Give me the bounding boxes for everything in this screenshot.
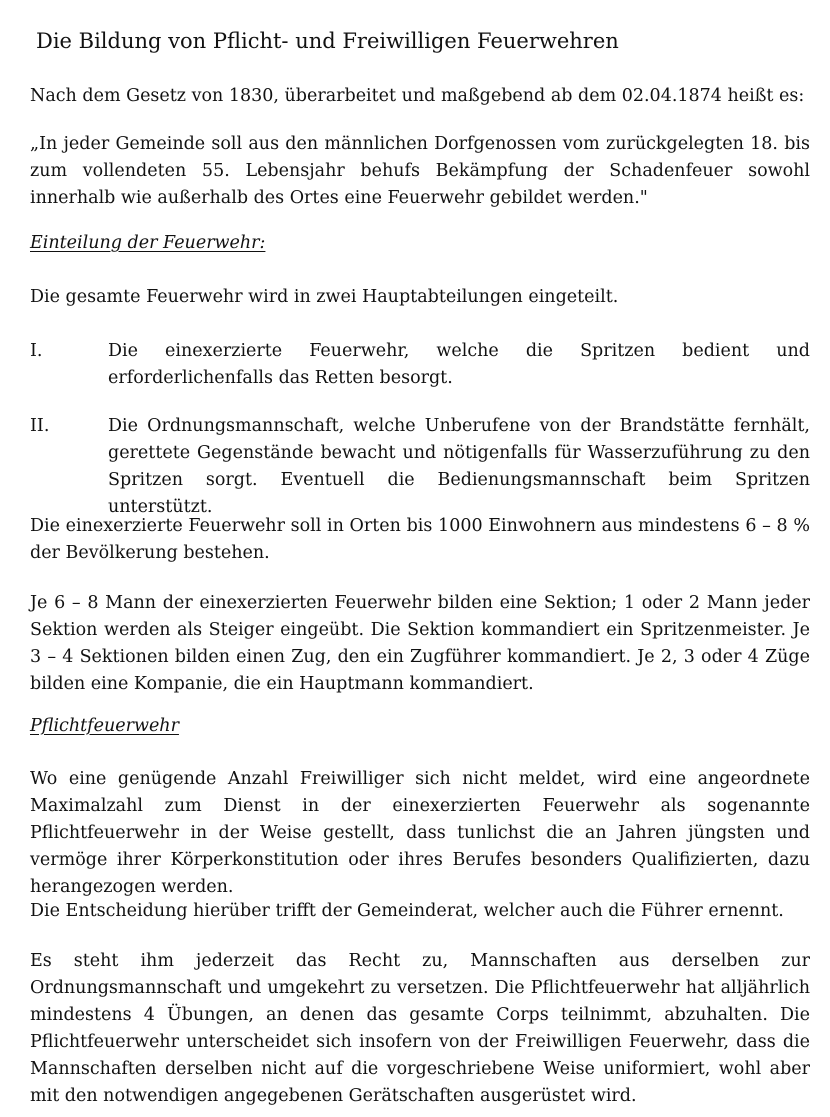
page-title: Die Bildung von Pflicht- und Freiwilligen Feuerwehren (36, 29, 619, 53)
section-heading-einteilung: Einteilung der Feuerwehr: (30, 233, 266, 253)
list-item-number: II. (30, 416, 50, 436)
law-quote: „In jeder Gemeinde soll aus den männlichen Dorfgenossen vom zurückgelegten 18. bis zum vollendeten 55. Lebensjahr behufs Bekämpfung der Schadenfeuer sowohl innerhalb wie außerhalb des Ortes eine Feuerwehr gebildet werden." (30, 134, 810, 208)
decision-paragraph: Die Entscheidung hierüber trifft der Gemeinderat, welcher auch die Führer ernennt. (30, 901, 784, 921)
section-intro-paragraph: Die gesamte Feuerwehr wird in zwei Hauptabteilungen eingeteilt. (30, 287, 619, 307)
list-item-text: Die Ordnungsmannschaft, welche Unberufene von der Brandstätte fernhält, gerettete Gegenstände bewacht und nötigenfalls für Wasserzuführung zu den Spritzen sorgt. Eventuell die Bedienungsmannschaft beim Spritzen unterstützt. (108, 416, 810, 517)
volunteers-paragraph: Wo eine genügende Anzahl Freiwilliger sich nicht meldet, wird eine angeordnete Maximalzahl zum Dienst in der einexerzierten Feuerwehr als sogenannte Pflichtfeuerwehr in der Weise gestellt, dass tunlichst die an Jahren jüngsten und vermöge ihrer Körperkonstitution oder ihres Berufes besonders Qualifizierten, dazu herangezogen werden. (30, 769, 810, 897)
population-paragraph: Die einexerzierte Feuerwehr soll in Orten bis 1000 Einwohnern aus mindestens 6 – 8 % der Bevölkerung bestehen. (30, 516, 810, 563)
intro-paragraph: Nach dem Gesetz von 1830, überarbeitet und maßgebend ab dem 02.04.1874 heißt es: (30, 86, 805, 106)
section-heading-pflichtfeuerwehr: Pflichtfeuerwehr (30, 716, 179, 736)
rights-paragraph: Es steht ihm jederzeit das Recht zu, Mannschaften aus derselben zur Ordnungsmannschaft und umgekehrt zu versetzen. Die Pflichtfeuerwehr hat alljährlich mindestens 4 Übungen, an denen das gesamte Corps teilnimmt, abzuhalten. Die Pflichtfeuerwehr unterscheidet sich insofern von der Freiwilligen Feuerwehr, dass die Mannschaften derselben nicht auf die vorgeschriebene Weise uniformiert, wohl aber mit den notwendigen angegebenen Gerätschaften ausgerüstet wird. (30, 951, 810, 1106)
sections-paragraph: Je 6 – 8 Mann der einexerzierten Feuerwehr bilden eine Sektion; 1 oder 2 Mann jeder Sektion werden als Steiger eingeübt. Die Sektion kommandiert ein Spritzenmeister. Je 3 – 4 Sektionen bilden einen Zug, den ein Zugführer kommandiert. Je 2, 3 oder 4 Züge bilden eine Kompanie, die ein Hauptmann kommandiert. (30, 593, 810, 694)
list-item-number: I. (30, 341, 43, 361)
list-item-text: Die einexerzierte Feuerwehr, welche die Spritzen bedient und erforderlichenfalls das Retten besorgt. (108, 341, 810, 388)
